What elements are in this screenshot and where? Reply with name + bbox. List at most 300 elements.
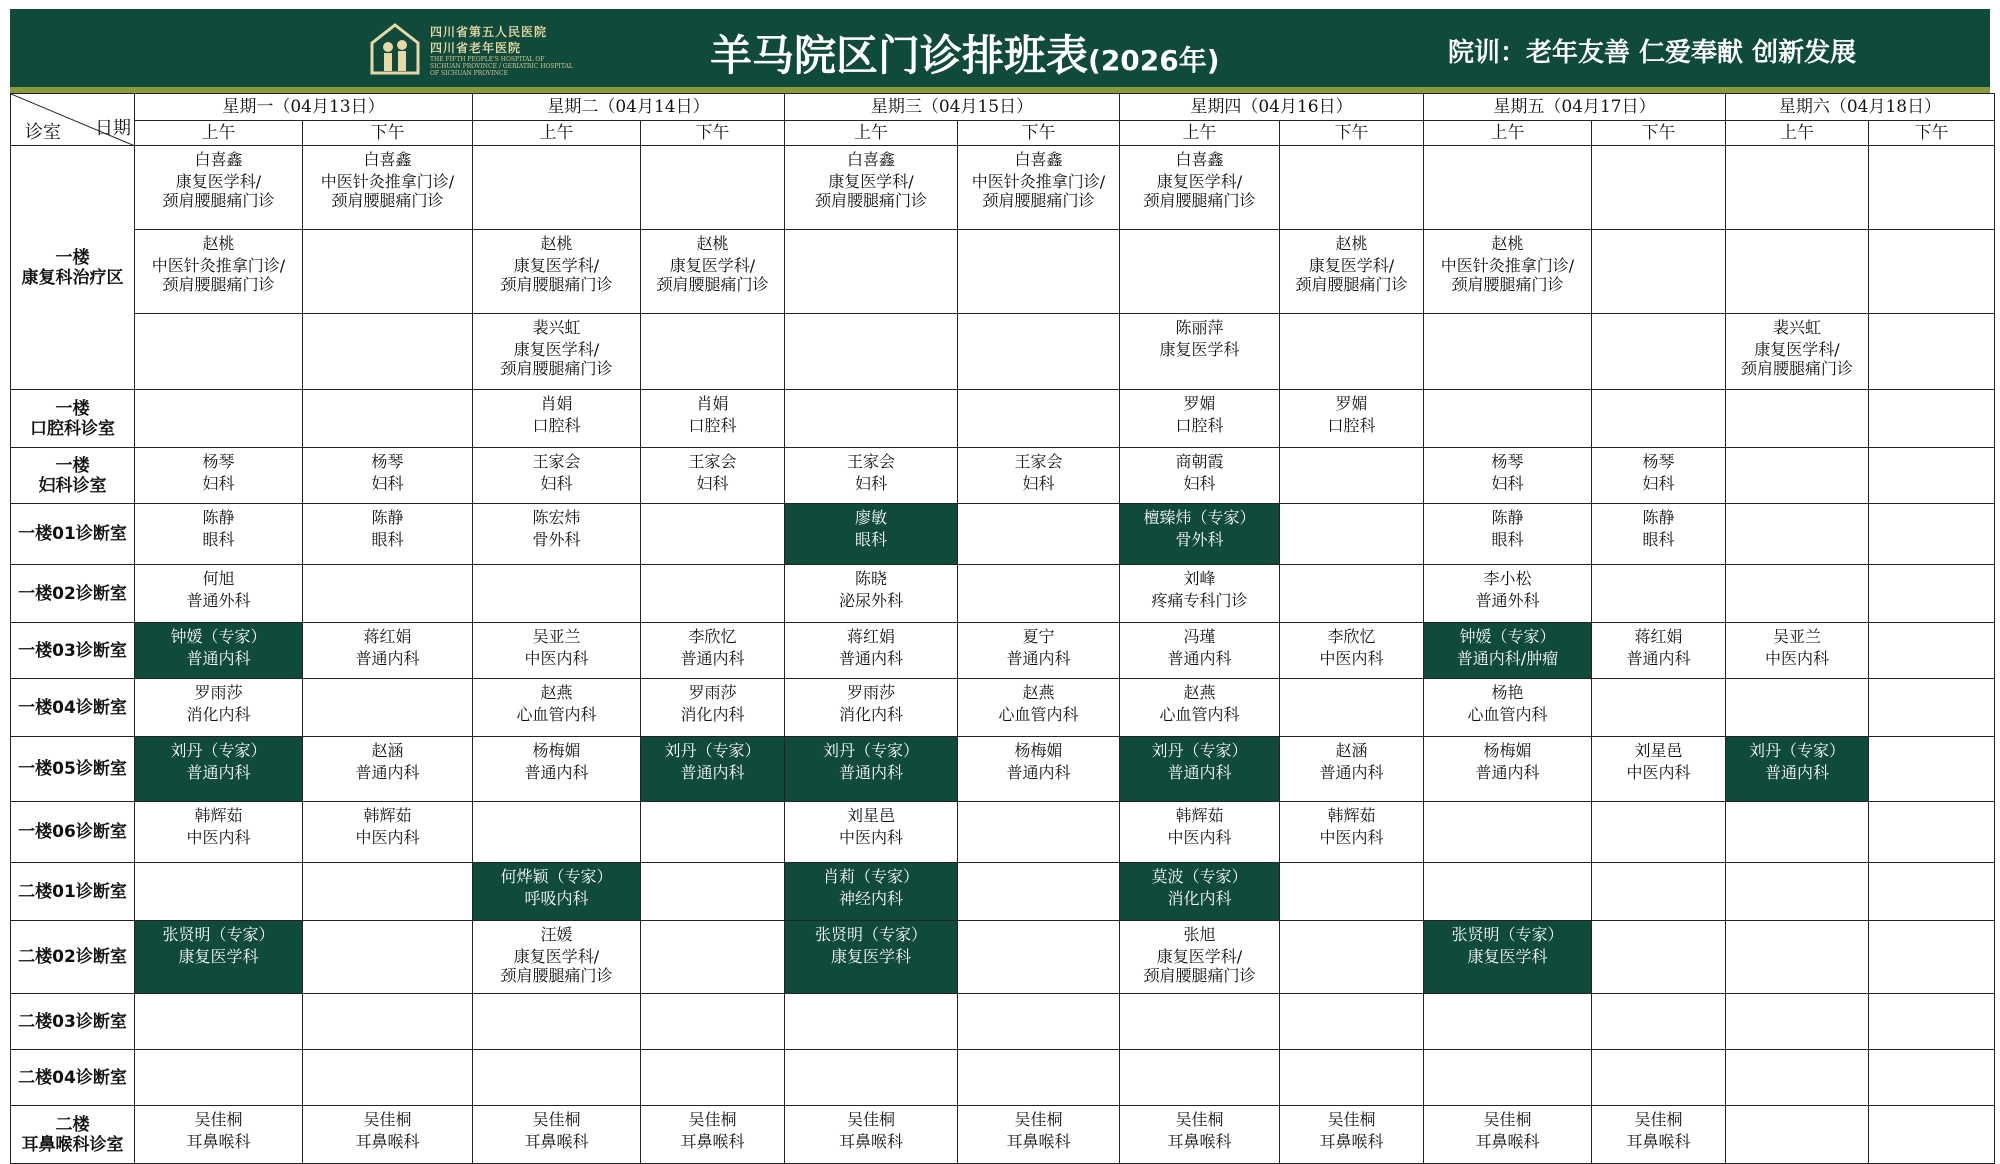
schedule-cell <box>1424 230 1592 314</box>
schedule-cell <box>785 1050 958 1106</box>
expert-schedule-cell <box>135 921 303 994</box>
doctor-name: 韩辉茹 <box>1327 806 1376 825</box>
doctor-name: 张贤明（专家） <box>1451 925 1564 944</box>
schedule-cell <box>1120 1050 1280 1106</box>
department-name: 泌尿外科 <box>838 591 903 610</box>
room-label <box>11 921 135 994</box>
department-name: 消化内科 <box>186 705 251 724</box>
department-name: 口腔科 <box>688 416 737 435</box>
schedule-cell <box>958 504 1120 565</box>
department-name: 妇科 <box>202 474 235 493</box>
schedule-cell <box>135 390 303 448</box>
corner-cell <box>11 94 135 146</box>
department-name: 普通内科 <box>1475 763 1540 782</box>
schedule-cell <box>303 230 473 314</box>
schedule-cell <box>1280 230 1424 314</box>
department-name: 康复医学科/ <box>513 947 600 966</box>
schedule-cell <box>303 623 473 679</box>
day-header: 星期三（04月15日） <box>785 94 1120 121</box>
department-name: 中医内科 <box>1764 649 1829 668</box>
day-header: 星期四（04月16日） <box>1120 94 1424 121</box>
schedule-row <box>11 737 1995 802</box>
department-name: 妇科 <box>371 474 404 493</box>
room-label <box>11 146 135 390</box>
schedule-cell <box>785 679 958 737</box>
department-name: 骨外科 <box>1175 530 1224 549</box>
schedule-cell <box>641 863 785 921</box>
schedule-cell <box>135 565 303 623</box>
department-name: 颈肩腰腿痛门诊 <box>1143 191 1256 210</box>
room-label <box>11 863 135 921</box>
doctor-name: 白喜鑫 <box>1014 150 1063 169</box>
schedule-cell <box>641 679 785 737</box>
doctor-name: 汪媛 <box>540 925 573 944</box>
schedule-row <box>11 679 1995 737</box>
department-name: 普通内科 <box>1006 649 1071 668</box>
department-name: 颈肩腰腿痛门诊 <box>656 275 769 294</box>
schedule-cell <box>785 623 958 679</box>
department-name: 妇科 <box>696 474 729 493</box>
department-name: 康复医学科 <box>1467 947 1548 966</box>
department-name: 康复医学科 <box>178 947 259 966</box>
pm-header: 下午 <box>641 121 785 146</box>
schedule-cell <box>785 802 958 863</box>
schedule-cell <box>1424 994 1592 1050</box>
schedule-cell <box>1726 504 1869 565</box>
doctor-name: 刘丹（专家） <box>170 741 267 760</box>
schedule-cell <box>135 504 303 565</box>
doctor-name: 肖娟 <box>696 394 729 413</box>
doctor-name: 张旭 <box>1183 925 1216 944</box>
doctor-name: 王家会 <box>532 452 581 471</box>
schedule-cell <box>1592 230 1726 314</box>
schedule-cell <box>473 737 641 802</box>
schedule-cell <box>641 802 785 863</box>
doctor-name: 刘星邑 <box>846 806 895 825</box>
department-name: 眼科 <box>1491 530 1524 549</box>
schedule-cell <box>473 1106 641 1164</box>
doctor-name: 刘丹（专家） <box>1151 741 1248 760</box>
department-name: 中医针灸推拿门诊/ <box>320 172 455 191</box>
schedule-row <box>11 1050 1995 1106</box>
am-header: 上午 <box>785 121 958 146</box>
doctor-name: 吴佳桐 <box>1175 1110 1224 1129</box>
schedule-cell <box>135 802 303 863</box>
schedule-row <box>11 390 1995 448</box>
am-header: 上午 <box>1424 121 1592 146</box>
schedule-cell <box>1120 565 1280 623</box>
schedule-cell <box>1726 448 1869 504</box>
day-header: 星期一（04月13日） <box>135 94 473 121</box>
am-header: 上午 <box>1120 121 1280 146</box>
schedule-cell <box>473 679 641 737</box>
header-banner <box>10 9 1990 93</box>
department-name: 耳鼻喉科 <box>355 1132 420 1151</box>
department-name: 颈肩腰腿痛门诊 <box>982 191 1095 210</box>
schedule-cell <box>958 146 1120 230</box>
department-name: 普通内科 <box>186 763 251 782</box>
expert-schedule-cell <box>135 623 303 679</box>
doctor-name: 吴佳桐 <box>1634 1110 1683 1129</box>
schedule-cell <box>1592 623 1726 679</box>
doctor-name: 韩辉茹 <box>1175 806 1224 825</box>
expert-schedule-cell <box>641 737 785 802</box>
room-label-line: 一楼 <box>55 455 90 476</box>
schedule-cell <box>1726 565 1869 623</box>
schedule-cell <box>303 1050 473 1106</box>
schedule-cell <box>1424 802 1592 863</box>
schedule-row <box>11 921 1995 994</box>
room-label <box>11 1050 135 1106</box>
department-name: 呼吸内科 <box>524 889 589 908</box>
schedule-cell <box>1120 390 1280 448</box>
department-name: 中医内科 <box>1626 763 1691 782</box>
schedule-cell <box>1726 390 1869 448</box>
schedule-cell <box>1280 146 1424 230</box>
room-label-line: 二楼02诊断室 <box>18 947 127 967</box>
department-name: 康复医学科/ <box>513 256 600 275</box>
department-name: 康复医学科/ <box>513 340 600 359</box>
department-name: 眼科 <box>202 530 235 549</box>
schedule-cell <box>1726 921 1869 994</box>
schedule-cell <box>958 565 1120 623</box>
schedule-cell <box>641 448 785 504</box>
department-name: 颈肩腰腿痛门诊 <box>162 191 275 210</box>
department-name: 耳鼻喉科 <box>186 1132 251 1151</box>
doctor-name: 王家会 <box>1014 452 1063 471</box>
schedule-cell <box>473 802 641 863</box>
doctor-name: 杨艳 <box>1491 683 1524 702</box>
logo-line3: THE FIFTH PEOPLE'S HOSPITAL OF SICHUAN PROVINCE / GERIATRIC HOSPITAL OF SICHUAN PROVINCE <box>430 56 573 77</box>
schedule-cell <box>1726 1106 1869 1164</box>
schedule-cell <box>1424 737 1592 802</box>
department-name: 耳鼻喉科 <box>1006 1132 1071 1151</box>
department-name: 普通内科 <box>838 649 903 668</box>
pm-header: 下午 <box>303 121 473 146</box>
doctor-name: 陈静 <box>1642 508 1675 527</box>
am-header: 上午 <box>1726 121 1869 146</box>
doctor-name: 王家会 <box>688 452 737 471</box>
doctor-name: 赵桃 <box>540 234 573 253</box>
department-name: 普通内科/肿瘤 <box>1456 649 1559 668</box>
department-name: 中医内科 <box>524 649 589 668</box>
department-name: 耳鼻喉科 <box>1319 1132 1384 1151</box>
room-label <box>11 504 135 565</box>
schedule-cell <box>1424 679 1592 737</box>
schedule-cell <box>473 1050 641 1106</box>
schedule-cell <box>641 1050 785 1106</box>
department-name: 消化内科 <box>838 705 903 724</box>
schedule-cell <box>135 863 303 921</box>
schedule-cell <box>785 390 958 448</box>
schedule-cell <box>785 1106 958 1164</box>
department-name: 康复医学科/ <box>1308 256 1395 275</box>
doctor-name: 李欣忆 <box>1327 627 1376 646</box>
doctor-name: 白喜鑫 <box>1175 150 1224 169</box>
expert-schedule-cell <box>1120 504 1280 565</box>
department-name: 中医内科 <box>1319 828 1384 847</box>
schedule-cell <box>785 314 958 390</box>
half-day-header-row <box>11 121 1995 146</box>
department-name: 普通内科 <box>680 763 745 782</box>
room-label-line: 耳鼻喉科诊室 <box>21 1134 124 1155</box>
department-name: 心血管内科 <box>516 705 597 724</box>
schedule-cell <box>135 230 303 314</box>
room-label <box>11 390 135 448</box>
schedule-cell <box>473 230 641 314</box>
day-header: 星期五（04月17日） <box>1424 94 1726 121</box>
doctor-name: 裴兴虹 <box>532 318 581 337</box>
schedule-cell <box>1120 1106 1280 1164</box>
title-year: (2026年) <box>1088 44 1220 77</box>
schedule-cell <box>303 314 473 390</box>
doctor-name: 罗雨莎 <box>688 683 737 702</box>
schedule-cell <box>1280 994 1424 1050</box>
schedule-cell <box>1592 314 1726 390</box>
department-name: 中医内科 <box>355 828 420 847</box>
department-name: 普通内科 <box>355 649 420 668</box>
schedule-cell <box>1424 1050 1592 1106</box>
department-name: 妇科 <box>1642 474 1675 493</box>
department-name: 普通内科 <box>1167 649 1232 668</box>
hospital-logo <box>368 19 578 77</box>
schedule-cell <box>1280 390 1424 448</box>
department-name: 妇科 <box>854 474 887 493</box>
schedule-cell <box>1869 448 1995 504</box>
department-name: 耳鼻喉科 <box>1475 1132 1540 1151</box>
department-name: 康复医学科 <box>830 947 911 966</box>
schedule-row <box>11 623 1995 679</box>
department-name: 妇科 <box>1183 474 1216 493</box>
doctor-name: 赵桃 <box>202 234 235 253</box>
department-name: 妇科 <box>1491 474 1524 493</box>
schedule-cell <box>1120 314 1280 390</box>
schedule-cell <box>1869 921 1995 994</box>
schedule-row <box>11 565 1995 623</box>
schedule-cell <box>1869 863 1995 921</box>
schedule-row <box>11 448 1995 504</box>
doctor-name: 陈晓 <box>854 569 887 588</box>
department-name: 普通内科 <box>838 763 903 782</box>
schedule-cell <box>303 737 473 802</box>
department-name: 眼科 <box>854 530 887 549</box>
schedule-cell <box>1280 921 1424 994</box>
schedule-cell <box>1592 1050 1726 1106</box>
doctor-name: 陈静 <box>202 508 235 527</box>
schedule-cell <box>641 921 785 994</box>
schedule-cell <box>135 1050 303 1106</box>
schedule-cell <box>958 737 1120 802</box>
schedule-cell <box>1280 1050 1424 1106</box>
schedule-cell <box>1869 390 1995 448</box>
doctor-name: 罗雨莎 <box>846 683 895 702</box>
doctor-name: 钟媛（专家） <box>1459 627 1556 646</box>
department-name: 口腔科 <box>532 416 581 435</box>
schedule-cell <box>1869 737 1995 802</box>
room-label-line: 二楼03诊断室 <box>18 1011 127 1032</box>
schedule-cell <box>1592 802 1726 863</box>
schedule-cell <box>1424 448 1592 504</box>
schedule-cell <box>1592 863 1726 921</box>
department-name: 普通内科 <box>680 649 745 668</box>
department-name: 耳鼻喉科 <box>680 1132 745 1151</box>
doctor-name: 蒋红娟 <box>1634 627 1683 646</box>
department-name: 中医针灸推拿门诊/ <box>151 256 286 275</box>
room-label-line: 二楼01诊断室 <box>18 881 127 902</box>
department-name: 神经内科 <box>838 889 903 908</box>
expert-schedule-cell <box>1424 623 1592 679</box>
doctor-name: 莫波（专家） <box>1151 867 1248 886</box>
schedule-cell <box>1869 623 1995 679</box>
schedule-cell <box>641 565 785 623</box>
schedule-cell <box>1869 994 1995 1050</box>
doctor-name: 王家会 <box>846 452 895 471</box>
doctor-name: 吴亚兰 <box>1772 627 1821 646</box>
schedule-table <box>10 93 1995 1164</box>
department-name: 颈肩腰腿痛门诊 <box>500 966 613 985</box>
schedule-cell <box>135 146 303 230</box>
schedule-cell <box>958 448 1120 504</box>
schedule-row <box>11 146 1995 230</box>
doctor-name: 杨琴 <box>371 452 404 471</box>
schedule-cell <box>958 802 1120 863</box>
doctor-name: 刘丹（专家） <box>822 741 919 760</box>
doctor-name: 赵桃 <box>696 234 729 253</box>
schedule-cell <box>303 802 473 863</box>
schedule-cell <box>303 994 473 1050</box>
logo-line2: 四川省老年医院 <box>430 41 522 55</box>
doctor-name: 檀臻炜（专家） <box>1143 508 1256 527</box>
pm-header: 下午 <box>1592 121 1726 146</box>
schedule-cell <box>1120 921 1280 994</box>
department-name: 康复医学科/ <box>1156 172 1243 191</box>
department-name: 康复医学科/ <box>1156 947 1243 966</box>
doctor-name: 刘丹（专家） <box>1748 741 1845 760</box>
doctor-name: 杨琴 <box>1642 452 1675 471</box>
pm-header: 下午 <box>1869 121 1995 146</box>
doctor-name: 陈丽萍 <box>1175 318 1224 337</box>
department-name: 耳鼻喉科 <box>1167 1132 1232 1151</box>
schedule-cell <box>958 1050 1120 1106</box>
schedule-cell <box>473 314 641 390</box>
department-name: 普通内科 <box>1167 763 1232 782</box>
schedule-cell <box>1726 802 1869 863</box>
doctor-name: 夏宁 <box>1022 627 1055 646</box>
schedule-cell <box>1424 390 1592 448</box>
am-header: 上午 <box>135 121 303 146</box>
expert-schedule-cell <box>785 504 958 565</box>
schedule-cell <box>303 1106 473 1164</box>
department-name: 普通内科 <box>1764 763 1829 782</box>
doctor-name: 韩辉茹 <box>363 806 412 825</box>
doctor-name: 刘星邑 <box>1634 741 1683 760</box>
room-label <box>11 623 135 679</box>
expert-schedule-cell <box>1120 737 1280 802</box>
doctor-name: 吴佳桐 <box>532 1110 581 1129</box>
department-name: 中医内科 <box>186 828 251 847</box>
schedule-cell <box>1280 802 1424 863</box>
schedule-cell <box>1424 146 1592 230</box>
doctor-name: 杨琴 <box>202 452 235 471</box>
doctor-name: 肖莉（专家） <box>822 867 919 886</box>
department-name: 普通内科 <box>1626 649 1691 668</box>
schedule-row <box>11 994 1995 1050</box>
schedule-cell <box>1592 921 1726 994</box>
schedule-row <box>11 314 1995 390</box>
schedule-cell <box>135 679 303 737</box>
schedule-cell <box>1592 679 1726 737</box>
department-name: 普通内科 <box>355 763 420 782</box>
doctor-name: 肖娟 <box>540 394 573 413</box>
doctor-name: 吴佳桐 <box>1014 1110 1063 1129</box>
department-name: 普通外科 <box>186 591 251 610</box>
schedule-cell <box>785 146 958 230</box>
schedule-cell <box>303 863 473 921</box>
department-name: 心血管内科 <box>1159 705 1240 724</box>
doctor-name: 吴佳桐 <box>688 1110 737 1129</box>
schedule-cell <box>958 623 1120 679</box>
schedule-cell <box>303 504 473 565</box>
department-name: 康复医学科/ <box>828 172 914 191</box>
department-name: 中医针灸推拿门诊/ <box>1440 256 1575 275</box>
schedule-cell <box>303 565 473 623</box>
schedule-cell <box>135 314 303 390</box>
doctor-name: 吴亚兰 <box>532 627 581 646</box>
schedule-cell <box>958 1106 1120 1164</box>
schedule-cell <box>1424 565 1592 623</box>
department-name: 颈肩腰腿痛门诊 <box>814 191 927 210</box>
room-label-line: 一楼05诊断室 <box>18 759 127 779</box>
doctor-name: 裴兴虹 <box>1772 318 1821 337</box>
doctor-name: 赵桃 <box>1491 234 1524 253</box>
schedule-cell <box>473 448 641 504</box>
schedule-cell <box>135 448 303 504</box>
room-label-line: 康复科治疗区 <box>21 267 124 288</box>
department-name: 耳鼻喉科 <box>524 1132 589 1151</box>
hospital-motto: 院训：老年友善 仁爱奉献 创新发展 <box>1448 38 1857 68</box>
schedule-cell <box>1726 146 1869 230</box>
department-name: 耳鼻喉科 <box>838 1132 903 1151</box>
schedule-cell <box>1869 565 1995 623</box>
schedule-cell <box>1120 679 1280 737</box>
department-name: 中医针灸推拿门诊/ <box>971 172 1106 191</box>
schedule-cell <box>1869 1106 1995 1164</box>
doctor-name: 吴佳桐 <box>1483 1110 1532 1129</box>
schedule-cell <box>641 230 785 314</box>
schedule-cell <box>958 390 1120 448</box>
page-title <box>710 23 1220 83</box>
doctor-name: 吴佳桐 <box>363 1110 412 1129</box>
schedule-cell <box>785 448 958 504</box>
doctor-name: 赵燕 <box>1183 683 1216 702</box>
schedule-cell <box>1592 390 1726 448</box>
schedule-cell <box>1120 146 1280 230</box>
department-name: 眼科 <box>1642 530 1675 549</box>
doctor-name: 张贤明（专家） <box>162 925 275 944</box>
schedule-cell <box>1869 314 1995 390</box>
schedule-cell <box>1280 504 1424 565</box>
day-header: 星期六（04月18日） <box>1726 94 1995 121</box>
schedule-cell <box>1592 448 1726 504</box>
department-name: 口腔科 <box>1175 416 1224 435</box>
doctor-name: 杨梅媚 <box>1483 741 1532 760</box>
hospital-emblem-icon <box>368 21 422 75</box>
doctor-name: 赵涵 <box>1335 741 1368 760</box>
schedule-cell <box>135 994 303 1050</box>
department-name: 耳鼻喉科 <box>1626 1132 1691 1151</box>
doctor-name: 赵涵 <box>371 741 404 760</box>
schedule-cell <box>1726 863 1869 921</box>
